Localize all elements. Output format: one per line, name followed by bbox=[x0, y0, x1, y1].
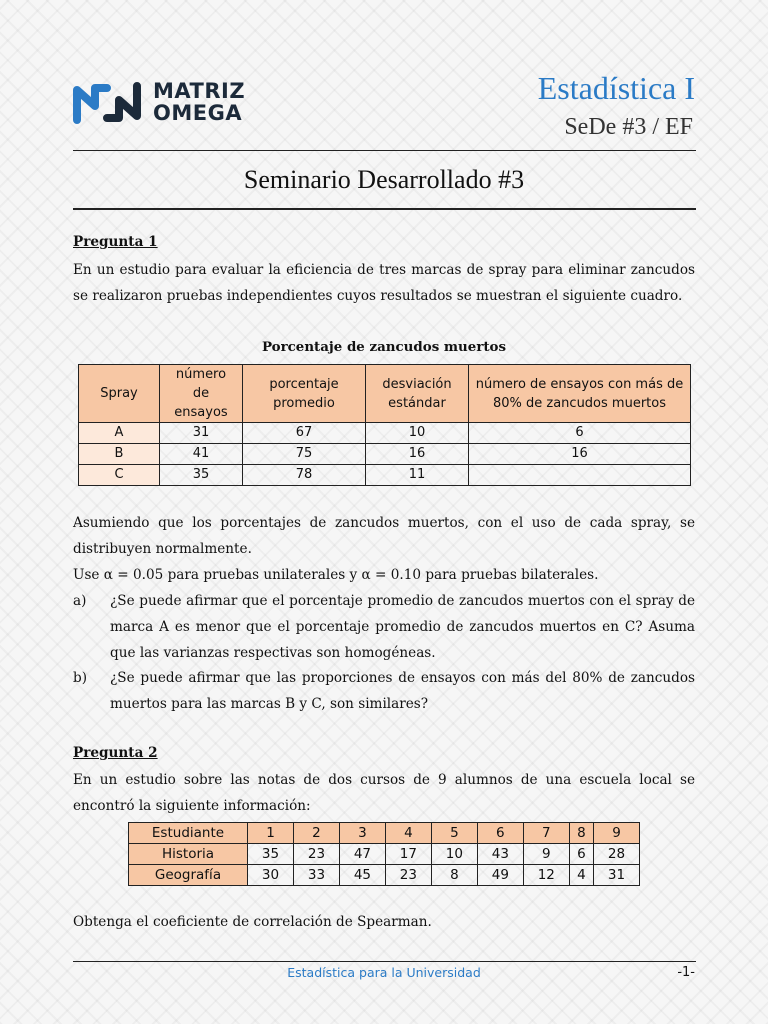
document-code: SeDe #3 / EF bbox=[564, 114, 693, 140]
course-title: Estadística I bbox=[537, 70, 695, 106]
col-header-mas-80: número de ensayos con más de 80% de zancudos muertos bbox=[469, 365, 691, 423]
table-row bbox=[79, 423, 691, 444]
table-cell: 6 bbox=[569, 844, 593, 865]
question-2-intro: En un estudio sobre las notas de dos cursos de 9 alumnos de una escuela local se encontró la siguiente información: bbox=[73, 772, 695, 814]
table-cell: 11 bbox=[366, 465, 469, 486]
table-cell: 35 bbox=[160, 465, 243, 486]
table-cell: 45 bbox=[339, 865, 385, 886]
table-cell: 9 bbox=[523, 844, 569, 865]
page-number: -1- bbox=[677, 965, 695, 980]
table-row bbox=[129, 823, 640, 844]
question-1-item-a bbox=[73, 588, 695, 666]
table-cell: 17 bbox=[385, 844, 431, 865]
table-header-row bbox=[79, 365, 691, 423]
row-label-estudiante: Estudiante bbox=[129, 823, 248, 844]
table-cell: 23 bbox=[385, 865, 431, 886]
table-1-caption: Porcentaje de zancudos muertos bbox=[261, 339, 507, 355]
table-cell: 67 bbox=[243, 423, 366, 444]
table-cell: 9 bbox=[594, 823, 640, 844]
question-2-heading: Pregunta 2 bbox=[73, 745, 158, 761]
table-row bbox=[79, 465, 691, 486]
table-cell: 31 bbox=[160, 423, 243, 444]
row-label-historia: Historia bbox=[129, 844, 248, 865]
table-cell: 23 bbox=[293, 844, 339, 865]
table-cell: 5 bbox=[431, 823, 477, 844]
table-cell: 1 bbox=[248, 823, 294, 844]
table-cell: 49 bbox=[477, 865, 523, 886]
table-row bbox=[129, 865, 640, 886]
question-1-assumption: Asumiendo que los porcentajes de zancudos muertos, con el uso de cada spray, se distribuyen normalmente. bbox=[73, 515, 695, 557]
table-cell: 41 bbox=[160, 444, 243, 465]
table-row bbox=[129, 844, 640, 865]
question-1-heading: Pregunta 1 bbox=[73, 234, 158, 250]
grades-table bbox=[128, 822, 640, 886]
row-label-geografia: Geografía bbox=[129, 865, 248, 886]
footer-text: Estadística para la Universidad bbox=[287, 965, 481, 980]
col-header-ensayos: número de ensayos bbox=[160, 365, 243, 423]
item-label: a) bbox=[73, 593, 87, 609]
col-header-desviacion: desviación estándar bbox=[366, 365, 469, 423]
document-title: Seminario Desarrollado #3 bbox=[243, 165, 525, 194]
item-text: ¿Se puede afirmar que las proporciones de ensayos con más del 80% de zancudos muertos para las marcas B y C, son similares? bbox=[110, 670, 695, 712]
table-cell: 12 bbox=[523, 865, 569, 886]
table-cell: 10 bbox=[431, 844, 477, 865]
logo-mark-icon bbox=[73, 80, 141, 126]
question-2-prompt: Obtenga el coeficiente de correlación de Spearman. bbox=[73, 914, 432, 930]
table-cell: 30 bbox=[248, 865, 294, 886]
table-cell: 28 bbox=[594, 844, 640, 865]
col-header-spray: Spray bbox=[79, 365, 160, 423]
table-cell: 16 bbox=[366, 444, 469, 465]
table-cell: 10 bbox=[366, 423, 469, 444]
col-header-porcentaje: porcentaje promedio bbox=[243, 365, 366, 423]
question-1-intro: En un estudio para evaluar la eficiencia de tres marcas de spray para eliminar zancudos se realizaron pruebas independientes cuyos resultados se muestran el siguiente cuadro. bbox=[73, 262, 695, 304]
logo-line-1: MATRIZ bbox=[153, 79, 246, 103]
table-cell: 7 bbox=[523, 823, 569, 844]
logo-line-2: OMEGA bbox=[153, 101, 243, 125]
table-cell: 33 bbox=[293, 865, 339, 886]
table-cell: 16 bbox=[469, 444, 691, 465]
question-1-item-b bbox=[73, 665, 695, 717]
table-cell: B bbox=[79, 444, 160, 465]
table-cell: 31 bbox=[594, 865, 640, 886]
question-1-alpha: Use α = 0.05 para pruebas unilaterales y α = 0.10 para pruebas bilaterales. bbox=[73, 567, 599, 583]
table-cell: 3 bbox=[339, 823, 385, 844]
table-cell: 8 bbox=[569, 823, 593, 844]
table-cell: C bbox=[79, 465, 160, 486]
table-cell: 4 bbox=[385, 823, 431, 844]
table-cell: 2 bbox=[293, 823, 339, 844]
table-cell: 4 bbox=[569, 865, 593, 886]
title-divider bbox=[73, 208, 696, 210]
item-label: b) bbox=[73, 670, 88, 686]
table-cell: 47 bbox=[339, 844, 385, 865]
table-cell: 6 bbox=[469, 423, 691, 444]
table-cell: 35 bbox=[248, 844, 294, 865]
matriz-omega-logo bbox=[73, 80, 273, 128]
table-cell: 6 bbox=[477, 823, 523, 844]
table-cell: 43 bbox=[477, 844, 523, 865]
table-cell: 78 bbox=[243, 465, 366, 486]
table-cell: A bbox=[79, 423, 160, 444]
header-divider bbox=[73, 150, 696, 151]
spray-results-table bbox=[78, 364, 691, 486]
table-cell: 8 bbox=[431, 865, 477, 886]
table-cell bbox=[469, 465, 691, 486]
item-text: ¿Se puede afirmar que el porcentaje promedio de zancudos muertos con el spray de marca A es menor que el porcentaje promedio de zancudos muertos en C? Asuma que las varianzas respectivas son homogéneas. bbox=[110, 593, 695, 661]
footer-divider bbox=[73, 961, 696, 962]
table-row bbox=[79, 444, 691, 465]
table-cell: 75 bbox=[243, 444, 366, 465]
logo-wordmark bbox=[153, 80, 245, 124]
